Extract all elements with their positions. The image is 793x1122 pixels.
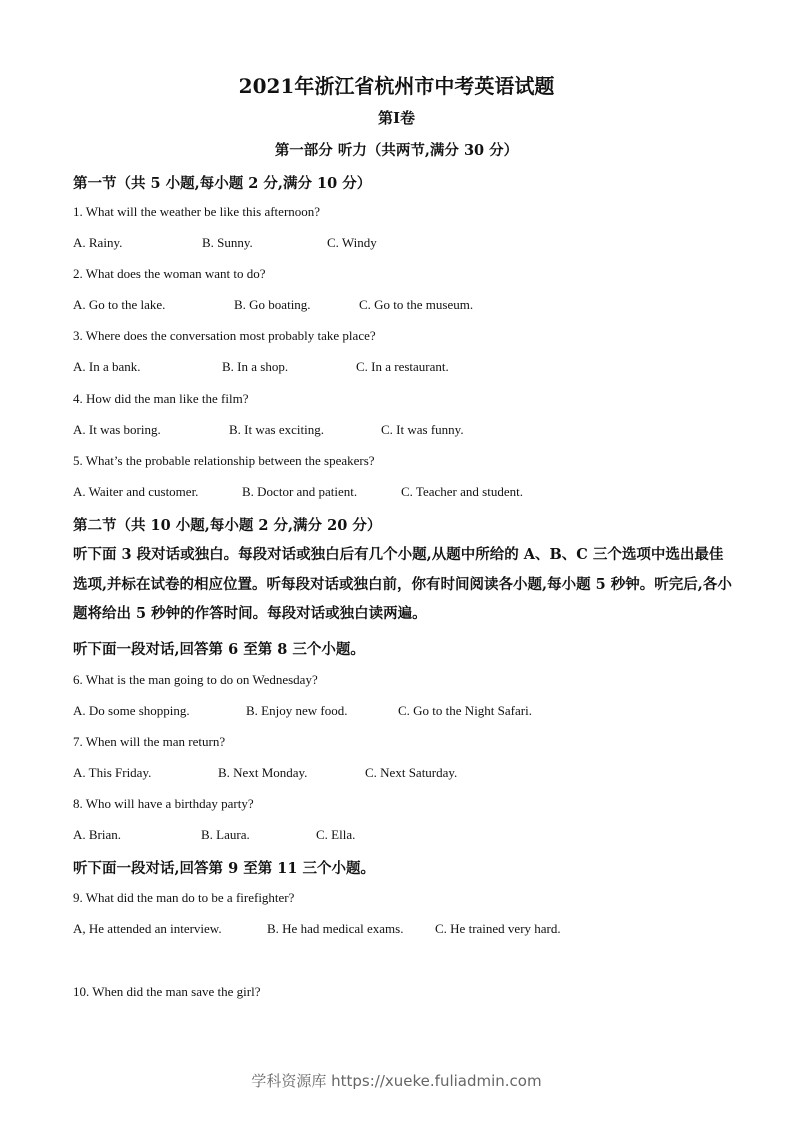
q9-option-b: B. He had medical exams. (267, 921, 404, 936)
q7-option-b: B. Next Monday. (218, 765, 308, 780)
q5-option-c: C. Teacher and student. (401, 484, 523, 499)
q4-option-b: B. It was exciting. (229, 422, 324, 437)
dialog2-intro: 听下面一段对话,回答第 9 至第 11 三个小题。 (73, 860, 376, 877)
q8-option-a: A. Brian. (73, 827, 122, 842)
q3-option-b: B. In a shop. (222, 359, 289, 374)
question-2: 2. What does the woman want to do? (73, 266, 266, 281)
q9-option-a: A, He attended an interview. (73, 921, 222, 936)
q5-option-b: B. Doctor and patient. (242, 484, 358, 499)
q5-option-a: A. Waiter and customer. (73, 484, 199, 499)
q8-option-c: C. Ella. (316, 827, 356, 842)
q9-option-c: C. He trained very hard. (435, 921, 561, 936)
question-8: 8. Who will have a birthday party? (73, 796, 254, 811)
section2-instructions: 听下面 3 段对话或独白。每段对话或独白后有几个小题,从题中所给的 A、B、C 三个选项中选出最佳选项,并标在试卷的相应位置。听每段对话或独白前，你有时间阅读各小题,每小题 5 秒钟。听完后,各小题将给出 5 秒钟的作答时间。每段对话或独白读两遍。 (73, 546, 732, 622)
q6-option-c: C. Go to the Night Safari. (398, 703, 532, 718)
q2-option-b: B. Go boating. (234, 297, 311, 312)
dialog1-intro: 听下面一段对话,回答第 6 至第 8 三个小题。 (73, 641, 365, 658)
part-heading: 第一部分 听力（共两节,满分 30 分） (274, 142, 519, 159)
q3-option-c: C. In a restaurant. (356, 359, 449, 374)
question-6: 6. What is the man going to do on Wednesday? (73, 672, 318, 687)
section2-heading: 第二节（共 10 小题,每小题 2 分,满分 20 分） (73, 517, 382, 534)
question-3: 3. Where does the conversation most probably take place? (73, 328, 376, 343)
question-5: 5. What’s the probable relationship between the speakers? (73, 453, 375, 468)
exam-title: 2021年浙江省杭州市中考英语试题 (238, 74, 555, 98)
q2-option-a: A. Go to the lake. (73, 297, 166, 312)
volume-heading: 第Ⅰ卷 (377, 109, 416, 127)
q6-option-b: B. Enjoy new food. (246, 703, 348, 718)
footer-watermark: 学科资源库 https://xueke.fuliadmin.com (251, 1072, 542, 1090)
question-9: 9. What did the man do to be a firefighter? (73, 890, 295, 905)
q7-option-c: C. Next Saturday. (365, 765, 458, 780)
q1-option-a: A. Rainy. (73, 235, 123, 250)
q7-option-a: A. This Friday. (73, 765, 152, 780)
q6-option-a: A. Do some shopping. (73, 703, 190, 718)
q1-option-c: C. Windy (327, 235, 377, 250)
question-7: 7. When will the man return? (73, 734, 226, 749)
section1-heading: 第一节（共 5 小题,每小题 2 分,满分 10 分） (73, 175, 372, 192)
q8-option-b: B. Laura. (201, 827, 250, 842)
q2-option-c: C. Go to the museum. (359, 297, 474, 312)
question-4: 4. How did the man like the film? (73, 391, 249, 406)
question-1: 1. What will the weather be like this afternoon? (73, 204, 321, 219)
q1-option-b: B. Sunny. (202, 235, 253, 250)
q4-option-c: C. It was funny. (381, 422, 464, 437)
question-10: 10. When did the man save the girl? (73, 984, 261, 999)
q3-option-a: A. In a bank. (73, 359, 141, 374)
q4-option-a: A. It was boring. (73, 422, 161, 437)
